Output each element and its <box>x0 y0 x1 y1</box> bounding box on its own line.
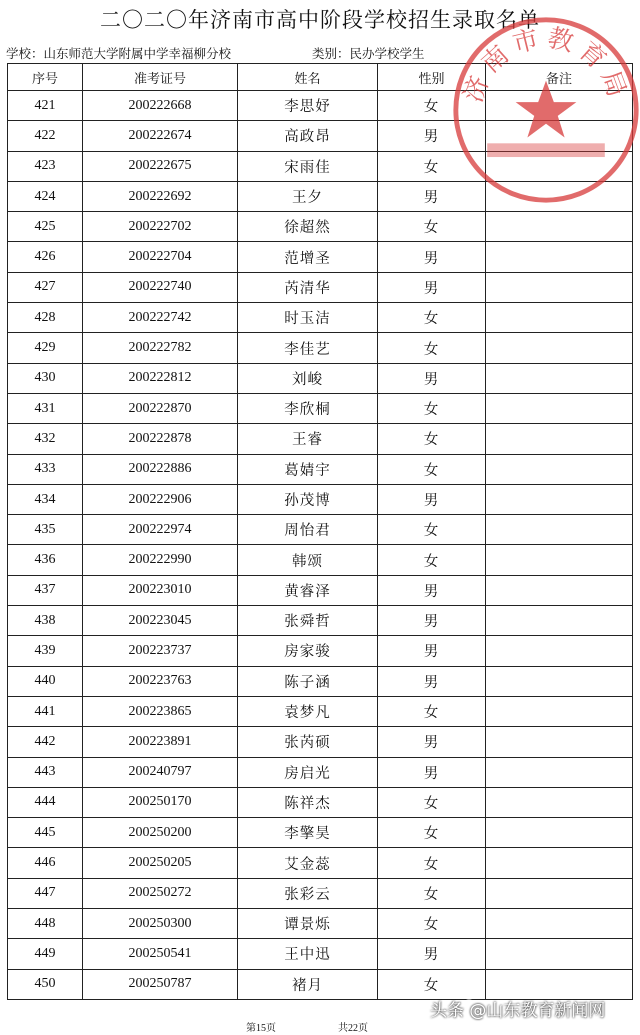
cell-serial: 440 <box>8 666 83 696</box>
cell-name: 房家骏 <box>238 636 378 666</box>
cell-gender: 男 <box>378 575 486 605</box>
cell-name: 宋雨佳 <box>238 151 378 181</box>
cell-name: 刘峻 <box>238 363 378 393</box>
cell-name: 葛婧宇 <box>238 454 378 484</box>
cell-name: 张彩云 <box>238 878 378 908</box>
cell-serial: 447 <box>8 878 83 908</box>
cell-gender: 女 <box>378 454 486 484</box>
cell-name: 谭景烁 <box>238 909 378 939</box>
cell-remark <box>486 606 633 636</box>
cell-gender: 男 <box>378 606 486 636</box>
cell-exam-id: 200222702 <box>83 212 238 242</box>
cell-exam-id: 200222870 <box>83 393 238 423</box>
cell-name: 时玉洁 <box>238 303 378 333</box>
cell-name: 李思妤 <box>238 91 378 121</box>
cell-gender: 女 <box>378 969 486 999</box>
cell-remark <box>486 939 633 969</box>
table-row <box>8 969 633 999</box>
cell-serial: 431 <box>8 393 83 423</box>
header-exam-id: 准考证号 <box>83 64 238 91</box>
cell-gender: 女 <box>378 91 486 121</box>
cell-serial: 443 <box>8 757 83 787</box>
cell-exam-id: 200222668 <box>83 91 238 121</box>
cell-serial: 424 <box>8 181 83 211</box>
table-row <box>8 575 633 605</box>
cell-exam-id: 200250205 <box>83 848 238 878</box>
table-row <box>8 515 633 545</box>
table-row <box>8 787 633 817</box>
cell-remark <box>486 787 633 817</box>
table-row <box>8 696 633 726</box>
cell-exam-id: 200222990 <box>83 545 238 575</box>
cell-remark <box>486 212 633 242</box>
cell-name: 艾金蕊 <box>238 848 378 878</box>
cell-exam-id: 200222704 <box>83 242 238 272</box>
cell-serial: 436 <box>8 545 83 575</box>
cell-name: 张舜哲 <box>238 606 378 636</box>
cell-serial: 423 <box>8 151 83 181</box>
cell-remark <box>486 757 633 787</box>
cell-serial: 434 <box>8 484 83 514</box>
cell-gender: 男 <box>378 757 486 787</box>
cell-name: 房启光 <box>238 757 378 787</box>
table-row <box>8 666 633 696</box>
cell-remark <box>486 454 633 484</box>
cell-gender: 男 <box>378 272 486 302</box>
cell-name: 黄睿泽 <box>238 575 378 605</box>
table-row <box>8 909 633 939</box>
cell-name: 陈子涵 <box>238 666 378 696</box>
svg-text:济南市教育局: 济南市教育局 <box>458 22 634 107</box>
cell-name: 范增圣 <box>238 242 378 272</box>
cell-serial: 426 <box>8 242 83 272</box>
table-row <box>8 272 633 302</box>
cell-remark <box>486 545 633 575</box>
cell-remark <box>486 242 633 272</box>
cell-gender: 男 <box>378 181 486 211</box>
page-total: 共22页 <box>338 1023 368 1034</box>
cell-name: 孙茂博 <box>238 484 378 514</box>
cell-serial: 421 <box>8 91 83 121</box>
cell-serial: 429 <box>8 333 83 363</box>
cell-gender: 女 <box>378 333 486 363</box>
cell-remark <box>486 484 633 514</box>
cell-name: 李佳艺 <box>238 333 378 363</box>
cell-serial: 435 <box>8 515 83 545</box>
cell-name: 徐超然 <box>238 212 378 242</box>
school-line: 学校：山东师范大学附属中学幸福柳分校 <box>6 47 232 61</box>
cell-name: 高政昂 <box>238 121 378 151</box>
cell-exam-id: 200222740 <box>83 272 238 302</box>
header-remark: 备注 <box>486 64 633 91</box>
cell-exam-id: 200250541 <box>83 939 238 969</box>
table-row <box>8 818 633 848</box>
cell-serial: 432 <box>8 424 83 454</box>
cell-exam-id: 200223763 <box>83 666 238 696</box>
table-row <box>8 606 633 636</box>
table-row <box>8 939 633 969</box>
cell-serial: 439 <box>8 636 83 666</box>
cell-gender: 女 <box>378 848 486 878</box>
cell-serial: 448 <box>8 909 83 939</box>
cell-remark <box>486 909 633 939</box>
cell-gender: 男 <box>378 484 486 514</box>
cell-exam-id: 200223737 <box>83 636 238 666</box>
table-row <box>8 424 633 454</box>
cell-name: 周怡君 <box>238 515 378 545</box>
table-row <box>8 454 633 484</box>
cell-exam-id: 200222974 <box>83 515 238 545</box>
cell-name: 李欣桐 <box>238 393 378 423</box>
table-row <box>8 757 633 787</box>
table-row <box>8 393 633 423</box>
cell-remark <box>486 303 633 333</box>
cell-gender: 女 <box>378 303 486 333</box>
cell-serial: 449 <box>8 939 83 969</box>
cell-remark <box>486 575 633 605</box>
table-row <box>8 636 633 666</box>
cell-exam-id: 200250272 <box>83 878 238 908</box>
table-row <box>8 212 633 242</box>
cell-gender: 女 <box>378 212 486 242</box>
cell-name: 王夕 <box>238 181 378 211</box>
cell-gender: 女 <box>378 545 486 575</box>
cell-exam-id: 200223045 <box>83 606 238 636</box>
cell-exam-id: 200223865 <box>83 696 238 726</box>
header-serial: 序号 <box>8 64 83 91</box>
cell-serial: 444 <box>8 787 83 817</box>
cell-exam-id: 200222782 <box>83 333 238 363</box>
table-row <box>8 303 633 333</box>
page-number: 第15页 <box>246 1023 276 1034</box>
cell-name: 韩颂 <box>238 545 378 575</box>
source-watermark: 头条 @山东教育新闻网 <box>430 1001 606 1021</box>
cell-exam-id: 200222886 <box>83 454 238 484</box>
cell-remark <box>486 848 633 878</box>
cell-serial: 438 <box>8 606 83 636</box>
cell-serial: 433 <box>8 454 83 484</box>
cell-remark <box>486 878 633 908</box>
cell-exam-id: 200222674 <box>83 121 238 151</box>
table-row <box>8 878 633 908</box>
cell-gender: 男 <box>378 939 486 969</box>
cell-gender: 女 <box>378 909 486 939</box>
cell-remark <box>486 818 633 848</box>
cell-remark <box>486 636 633 666</box>
table-row <box>8 484 633 514</box>
cell-name: 陈祥杰 <box>238 787 378 817</box>
table-row <box>8 242 633 272</box>
cell-exam-id: 200250200 <box>83 818 238 848</box>
cell-gender: 女 <box>378 424 486 454</box>
cell-serial: 428 <box>8 303 83 333</box>
cell-name: 王睿 <box>238 424 378 454</box>
cell-exam-id: 200222906 <box>83 484 238 514</box>
cell-gender: 男 <box>378 666 486 696</box>
cell-serial: 430 <box>8 363 83 393</box>
cell-remark <box>486 393 633 423</box>
cell-remark <box>486 424 633 454</box>
cell-gender: 女 <box>378 696 486 726</box>
cell-exam-id: 200222812 <box>83 363 238 393</box>
cell-name: 芮清华 <box>238 272 378 302</box>
cell-name: 褚月 <box>238 969 378 999</box>
category-line: 类别：民办学校学生 <box>312 47 425 61</box>
cell-remark <box>486 727 633 757</box>
cell-remark <box>486 969 633 999</box>
cell-gender: 男 <box>378 363 486 393</box>
cell-exam-id: 200222878 <box>83 424 238 454</box>
table-row <box>8 848 633 878</box>
page-title: 二〇二〇年济南市高中阶段学校招生录取名单 <box>100 8 540 32</box>
cell-name: 王中迅 <box>238 939 378 969</box>
cell-exam-id: 200250300 <box>83 909 238 939</box>
cell-gender: 男 <box>378 636 486 666</box>
cell-gender: 男 <box>378 121 486 151</box>
cell-gender: 女 <box>378 787 486 817</box>
cell-gender: 女 <box>378 878 486 908</box>
table-row <box>8 545 633 575</box>
cell-gender: 女 <box>378 818 486 848</box>
table-row <box>8 363 633 393</box>
cell-gender: 女 <box>378 151 486 181</box>
cell-remark <box>486 333 633 363</box>
cell-gender: 女 <box>378 515 486 545</box>
table-row <box>8 333 633 363</box>
header-name: 姓名 <box>238 64 378 91</box>
cell-exam-id: 200250170 <box>83 787 238 817</box>
cell-name: 李擎昊 <box>238 818 378 848</box>
cell-serial: 425 <box>8 212 83 242</box>
cell-serial: 450 <box>8 969 83 999</box>
cell-serial: 446 <box>8 848 83 878</box>
cell-remark <box>486 272 633 302</box>
cell-serial: 437 <box>8 575 83 605</box>
cell-remark <box>486 515 633 545</box>
official-seal <box>448 12 640 208</box>
cell-serial: 441 <box>8 696 83 726</box>
cell-remark <box>486 696 633 726</box>
cell-exam-id: 200250787 <box>83 969 238 999</box>
cell-gender: 男 <box>378 727 486 757</box>
cell-name: 袁梦凡 <box>238 696 378 726</box>
table-row <box>8 727 633 757</box>
cell-gender: 男 <box>378 242 486 272</box>
cell-serial: 427 <box>8 272 83 302</box>
cell-exam-id: 200240797 <box>83 757 238 787</box>
header-gender: 性别 <box>378 64 486 91</box>
cell-remark <box>486 363 633 393</box>
cell-exam-id: 200222692 <box>83 181 238 211</box>
cell-serial: 442 <box>8 727 83 757</box>
cell-serial: 445 <box>8 818 83 848</box>
cell-remark <box>486 666 633 696</box>
cell-exam-id: 200223891 <box>83 727 238 757</box>
cell-exam-id: 200222742 <box>83 303 238 333</box>
cell-exam-id: 200222675 <box>83 151 238 181</box>
cell-name: 张芮硕 <box>238 727 378 757</box>
cell-gender: 女 <box>378 393 486 423</box>
cell-serial: 422 <box>8 121 83 151</box>
cell-exam-id: 200223010 <box>83 575 238 605</box>
